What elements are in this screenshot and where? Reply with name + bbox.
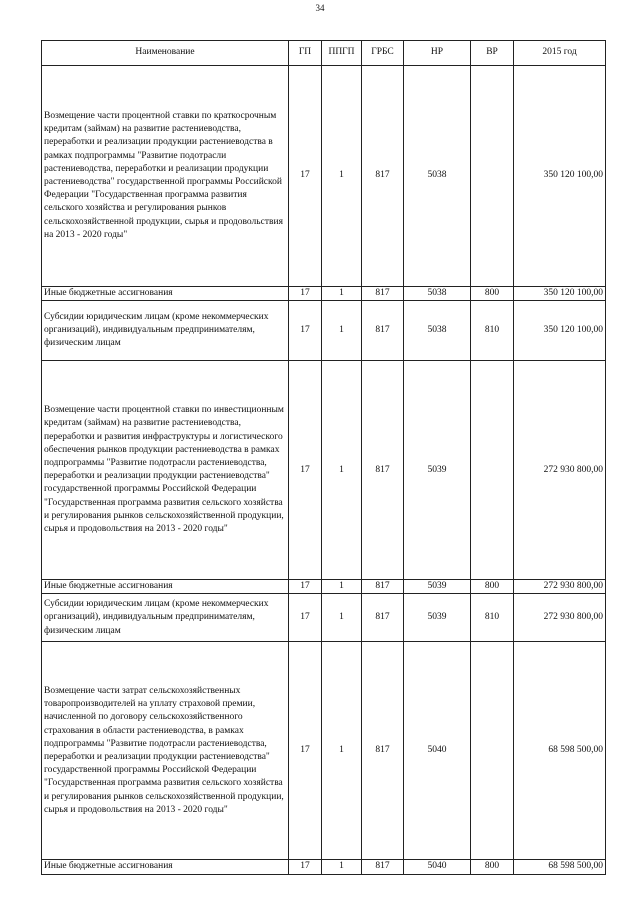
row-amount: 68 598 500,00 <box>514 642 606 860</box>
row-vr: 800 <box>471 287 514 301</box>
row-name: Иные бюджетные ассигнования <box>42 287 289 301</box>
row-name: Иные бюджетные ассигнования <box>42 860 289 874</box>
row-vr <box>471 361 514 580</box>
row-nr: 5038 <box>404 301 471 361</box>
header-gp: ГП <box>289 41 322 66</box>
table-row <box>42 642 606 860</box>
header-year: 2015 год <box>514 41 606 66</box>
budget-table <box>41 40 606 875</box>
row-name: Возмещение части затрат сельскохозяйственных товаропроизводителей на уплату страховой премии, начисленной по договору сельскохозяйственного страхования в области растениеводства, в рамках подпрограммы "Развитие подотрасли растениеводства, переработки и реализации продукции растениеводства" государственной программы Российской Федерации "Государственная программа развития сельского хозяйства и регулирования рынков сельскохозяйственной продукции, сырья и продовольствия на 2013 - 2020 годы" <box>42 642 289 860</box>
table-row <box>42 580 606 594</box>
table-row <box>42 361 606 580</box>
row-nr: 5040 <box>404 860 471 874</box>
row-vr: 810 <box>471 594 514 642</box>
row-vr: 800 <box>471 860 514 874</box>
row-nr: 5038 <box>404 287 471 301</box>
row-ppgp: 1 <box>322 594 362 642</box>
row-ppgp: 1 <box>322 361 362 580</box>
table-row <box>42 66 606 287</box>
row-gp: 17 <box>289 301 322 361</box>
row-ppgp: 1 <box>322 301 362 361</box>
row-vr: 810 <box>471 301 514 361</box>
row-grbs: 817 <box>362 642 404 860</box>
row-amount: 272 930 800,00 <box>514 580 606 594</box>
row-nr: 5039 <box>404 580 471 594</box>
row-ppgp: 1 <box>322 66 362 287</box>
row-gp: 17 <box>289 594 322 642</box>
page-number: 34 <box>315 3 325 13</box>
row-ppgp: 1 <box>322 860 362 874</box>
row-ppgp: 1 <box>322 287 362 301</box>
header-name: Наименование <box>42 41 289 66</box>
row-gp: 17 <box>289 287 322 301</box>
row-grbs: 817 <box>362 580 404 594</box>
row-gp: 17 <box>289 66 322 287</box>
row-amount: 350 120 100,00 <box>514 301 606 361</box>
header-grbs: ГРБС <box>362 41 404 66</box>
row-gp: 17 <box>289 642 322 860</box>
row-nr: 5040 <box>404 642 471 860</box>
row-grbs: 817 <box>362 301 404 361</box>
row-name: Субсидии юридическим лицам (кроме некоммерческих организаций), индивидуальным предпринимателям, физическим лицам <box>42 301 289 361</box>
row-vr <box>471 642 514 860</box>
row-grbs: 817 <box>362 594 404 642</box>
row-gp: 17 <box>289 860 322 874</box>
table-header-row <box>42 41 606 66</box>
table-row <box>42 287 606 301</box>
row-amount: 272 930 800,00 <box>514 594 606 642</box>
header-nr: НР <box>404 41 471 66</box>
row-amount: 350 120 100,00 <box>514 287 606 301</box>
table-row <box>42 860 606 874</box>
row-name: Субсидии юридическим лицам (кроме некоммерческих организаций), индивидуальным предпринимателям, физическим лицам <box>42 594 289 642</box>
row-nr: 5039 <box>404 594 471 642</box>
table-row <box>42 301 606 361</box>
row-ppgp: 1 <box>322 580 362 594</box>
row-gp: 17 <box>289 580 322 594</box>
row-name: Возмещение части процентной ставки по краткосрочным кредитам (займам) на развитие растениеводства, переработки и реализации продукции растениеводства в рамках подпрограммы "Развитие подотрасли растениеводства, переработки и реализации продукции растениеводства" государственной программы Российской Федерации "Государственная программа развития сельского хозяйства и регулирования рынков сельскохозяйственной продукции, сырья и продовольствия на 2013 - 2020 годы" <box>42 66 289 287</box>
row-amount: 272 930 800,00 <box>514 361 606 580</box>
row-nr: 5039 <box>404 361 471 580</box>
header-ppgp: ППГП <box>322 41 362 66</box>
row-vr: 800 <box>471 580 514 594</box>
header-vr: ВР <box>471 41 514 66</box>
row-amount: 350 120 100,00 <box>514 66 606 287</box>
table-row <box>42 594 606 642</box>
row-grbs: 817 <box>362 860 404 874</box>
row-grbs: 817 <box>362 361 404 580</box>
row-nr: 5038 <box>404 66 471 287</box>
row-amount: 68 598 500,00 <box>514 860 606 874</box>
row-vr <box>471 66 514 287</box>
row-gp: 17 <box>289 361 322 580</box>
row-grbs: 817 <box>362 66 404 287</box>
row-name: Возмещение части процентной ставки по инвестиционным кредитам (займам) на развитие растениеводства, переработки и развития инфраструктуры и логистического обеспечения рынков продукции растениеводства в рамках подпрограммы "Развитие подотрасли растениеводства, переработки и реализации продукции растениеводства" государственной программы Российской Федерации "Государственная программа развития сельского хозяйства и регулирования рынков сельскохозяйственной продукции, сырья и продовольствия на 2013 - 2020 годы" <box>42 361 289 580</box>
row-grbs: 817 <box>362 287 404 301</box>
row-ppgp: 1 <box>322 642 362 860</box>
row-name: Иные бюджетные ассигнования <box>42 580 289 594</box>
